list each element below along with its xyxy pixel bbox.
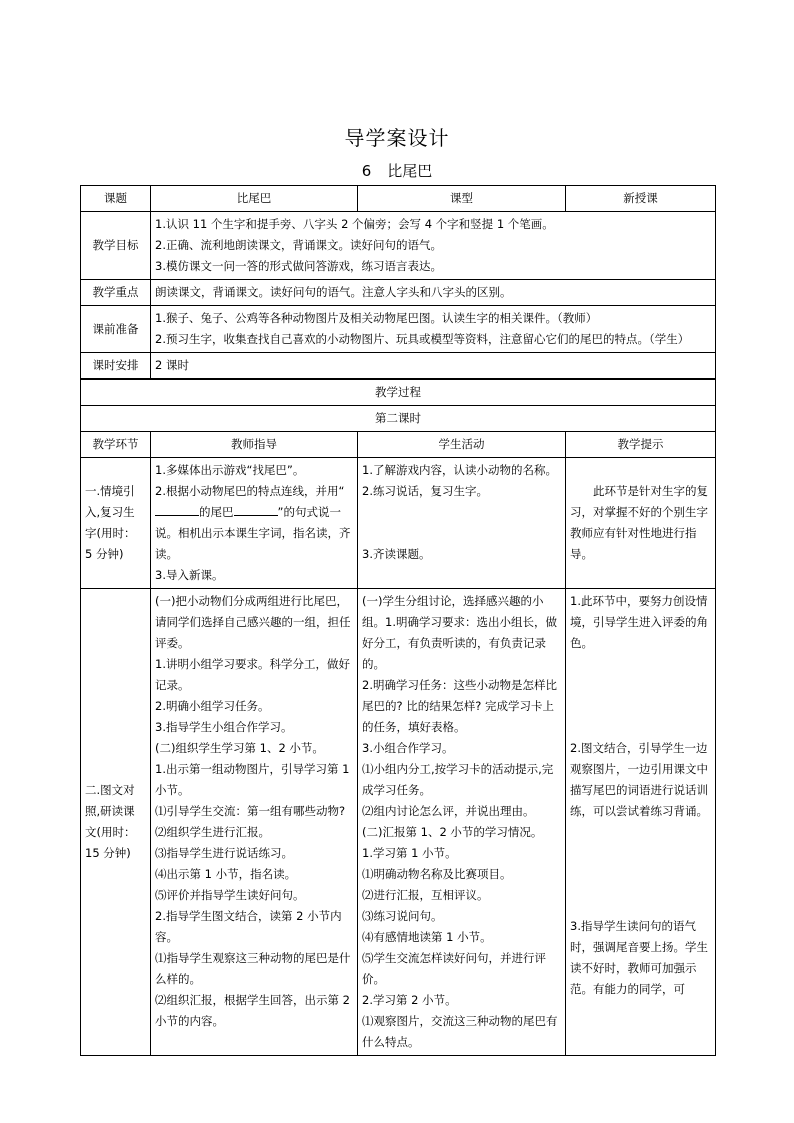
tip-text: 2.图文结合，引导学生一边观察图片，一边引用课文中描写尾巴的词语进行说话训练，可以尝试着练习背诵。 bbox=[570, 741, 708, 818]
fill-blank bbox=[155, 503, 199, 516]
process-heading-row bbox=[81, 379, 716, 406]
hours-row bbox=[81, 353, 716, 380]
stage-label-line: 照,研读课 bbox=[85, 804, 135, 818]
student-step: 1.学习第 1 小节。 bbox=[362, 846, 457, 860]
teacher-step: 1.讲明小组学习要求。科学分工，做好记录。 bbox=[155, 657, 350, 692]
student-step: ⑴观察图片，交流这三种动物的尾巴有什么特点。 bbox=[362, 1014, 558, 1049]
teacher-step: 3.指导学生小组合作学习。 bbox=[155, 720, 293, 734]
topic-label: 课题 bbox=[81, 186, 151, 212]
stage-label-line: 入,复习生 bbox=[85, 505, 135, 519]
prep-item: 1.猴子、兔子、公鸡等各种动物图片及相关动物尾巴图。认读生字的相关课件。（教师） bbox=[155, 311, 598, 325]
teacher-step: (一)把小动物们分成两组进行比尾巴，请同学们选择自己感兴趣的一组，担任评委。 bbox=[155, 594, 351, 650]
student-step: 1.了解游戏内容，认读小动物的名称。 bbox=[362, 463, 557, 477]
student-step: (一)学生分组讨论，选择感兴趣的小组。1.明确学习要求：选出小组长，做好分工，有负责听读的，有负责记录的。 bbox=[362, 594, 557, 671]
process-header-row bbox=[81, 432, 716, 458]
document-title: 导学案设计 bbox=[344, 126, 450, 150]
header-teacher: 教师指导 bbox=[151, 432, 358, 458]
prep-label: 课前准备 bbox=[81, 306, 151, 353]
topic-row bbox=[81, 186, 716, 212]
teacher-step: 2.明确小组学习任务。 bbox=[155, 699, 270, 713]
stage1-teacher bbox=[151, 458, 358, 589]
type-label: 课型 bbox=[358, 186, 566, 212]
stage2-tips bbox=[566, 589, 716, 1056]
student-step: ⑶练习说问句。 bbox=[362, 909, 443, 923]
stage2-row bbox=[81, 589, 716, 1056]
type-value: 新授课 bbox=[566, 186, 716, 212]
process-heading: 教学过程 bbox=[81, 379, 716, 406]
lesson-row bbox=[81, 406, 716, 432]
student-step: 2.练习说话，复习生字。 bbox=[362, 484, 488, 498]
stage1-row bbox=[81, 458, 716, 589]
spacer bbox=[570, 822, 711, 916]
teacher-step: ⑷出示第 1 小节，指名读。 bbox=[155, 867, 297, 881]
teacher-step: ⑴引导学生交流：第一组有哪些动物? bbox=[155, 804, 346, 818]
stage1-student bbox=[358, 458, 566, 589]
stage-label-line: 文(用时： bbox=[85, 825, 136, 839]
student-step: (二)汇报第 1、2 小节的学习情况。 bbox=[362, 825, 543, 839]
student-step: 3.齐读课题。 bbox=[362, 547, 431, 561]
focus-row bbox=[81, 280, 716, 306]
spacer bbox=[362, 502, 561, 523]
tip-text: 此环节是针对生字的复习，对掌握不好的个别生字教师应有针对性地进行指导。 bbox=[570, 484, 708, 561]
hours-label: 课时安排 bbox=[81, 353, 151, 380]
stage-label-line: 字(用时： bbox=[85, 526, 136, 540]
teacher-step: ⑸评价并指导学生读好问句。 bbox=[155, 888, 305, 902]
goal-item: 2.正确、流利地朗读课文，背诵课文。读好问句的语气。 bbox=[155, 238, 442, 252]
text-part: 2.根据小动物尾巴的特点连线，并用“ bbox=[155, 484, 345, 498]
lesson-number: 6 bbox=[361, 162, 372, 180]
teacher-step: ⑴指导学生观察这三种动物的尾巴是什么样的。 bbox=[155, 951, 351, 986]
stage2-student bbox=[358, 589, 566, 1056]
lesson-plan-table bbox=[80, 185, 716, 1056]
spacer bbox=[570, 654, 711, 738]
header-student: 学生活动 bbox=[358, 432, 566, 458]
goals-content bbox=[151, 212, 716, 280]
student-step: 3.小组合作学习。 bbox=[362, 741, 454, 755]
text-part: ”的句式说一说。相机出示本课生字词，指名读，齐读。 bbox=[155, 505, 351, 561]
stage-label-line: 15 分钟) bbox=[85, 846, 131, 860]
fill-blank bbox=[234, 503, 278, 516]
goals-label: 教学目标 bbox=[81, 212, 151, 280]
prep-item: 2.预习生字，收集查找自己喜欢的小动物图片、玩具或模型等资料，注意留心它们的尾巴的特点。（学生） bbox=[155, 332, 690, 346]
stage-label-line: 5 分钟) bbox=[85, 547, 124, 561]
stage-label-line: 一.情境引 bbox=[85, 484, 135, 498]
teacher-step: ⑵组织学生进行汇报。 bbox=[155, 825, 270, 839]
stage1-label bbox=[81, 458, 151, 589]
goals-row bbox=[81, 212, 716, 280]
student-step: ⑸学生交流怎样读好问句，并进行评价。 bbox=[362, 951, 546, 986]
header-tips: 教学提示 bbox=[566, 432, 716, 458]
header-stage: 教学环节 bbox=[81, 432, 151, 458]
goal-item: 3.模仿课文一问一答的形式做问答游戏，练习语言表达。 bbox=[155, 259, 442, 273]
student-step: ⑴小组内分工,按学习卡的活动提示,完成学习任务。 bbox=[362, 762, 554, 797]
spacer bbox=[362, 523, 561, 544]
student-step: 2.明确学习任务：这些小动物是怎样比尾巴的? 比的结果怎样? 完成学习卡上的任务，填好表格。 bbox=[362, 678, 557, 734]
stage2-label bbox=[81, 589, 151, 1056]
student-step: ⑴明确动物名称及比赛项目。 bbox=[362, 867, 512, 881]
teacher-step: ⑶指导学生进行说话练习。 bbox=[155, 846, 293, 860]
teacher-step: 1.多媒体出示游戏“找尾巴”。 bbox=[155, 463, 305, 477]
teacher-step: ⑵组织汇报，根据学生回答，出示第 2 小节的内容。 bbox=[155, 993, 350, 1028]
teacher-step: 2.指导学生图文结合，读第 2 小节内容。 bbox=[155, 909, 342, 944]
tip-text: 1.此环节中，要努力创设情境，引导学生进入评委的角色。 bbox=[570, 594, 708, 650]
student-step: ⑵进行汇报，互相评议。 bbox=[362, 888, 489, 902]
stage-label-line: 二.图文对 bbox=[85, 783, 135, 797]
lesson-subtitle bbox=[0, 160, 794, 181]
focus-content: 朗读课文，背诵课文。读好问句的语气。注意人字头和八字头的区别。 bbox=[151, 280, 716, 306]
goal-item: 1.认识 11 个生字和提手旁、八字头 2 个偏旁；会写 4 个字和竖提 1 个笔画。 bbox=[155, 217, 554, 231]
lesson-heading: 第二课时 bbox=[81, 406, 716, 432]
student-step: ⑷有感情地读第 1 小节。 bbox=[362, 930, 492, 944]
hours-content: 2 课时 bbox=[151, 353, 716, 380]
focus-label: 教学重点 bbox=[81, 280, 151, 306]
teacher-step: 3.导入新课。 bbox=[155, 568, 224, 582]
teacher-step bbox=[155, 481, 353, 565]
stage1-tip bbox=[566, 458, 716, 589]
student-step: ⑵组内讨论怎么评，并说出理由。 bbox=[362, 804, 535, 818]
teacher-step: 1.出示第一组动物图片，引导学习第 1 小节。 bbox=[155, 762, 350, 797]
stage2-teacher bbox=[151, 589, 358, 1056]
teacher-step: (二)组织学生学习第 1、2 小节。 bbox=[155, 741, 324, 755]
topic-value: 比尾巴 bbox=[151, 186, 358, 212]
student-step: 2.学习第 2 小节。 bbox=[362, 993, 457, 1007]
prep-row bbox=[81, 306, 716, 353]
lesson-name: 比尾巴 bbox=[387, 162, 433, 180]
prep-content bbox=[151, 306, 716, 353]
tip-text: 3.指导学生读问句的语气时，强调尾音要上扬。学生读不好时，教师可加强示范。有能力的同学，可 bbox=[570, 919, 708, 996]
text-part: 的尾巴 bbox=[199, 505, 234, 519]
